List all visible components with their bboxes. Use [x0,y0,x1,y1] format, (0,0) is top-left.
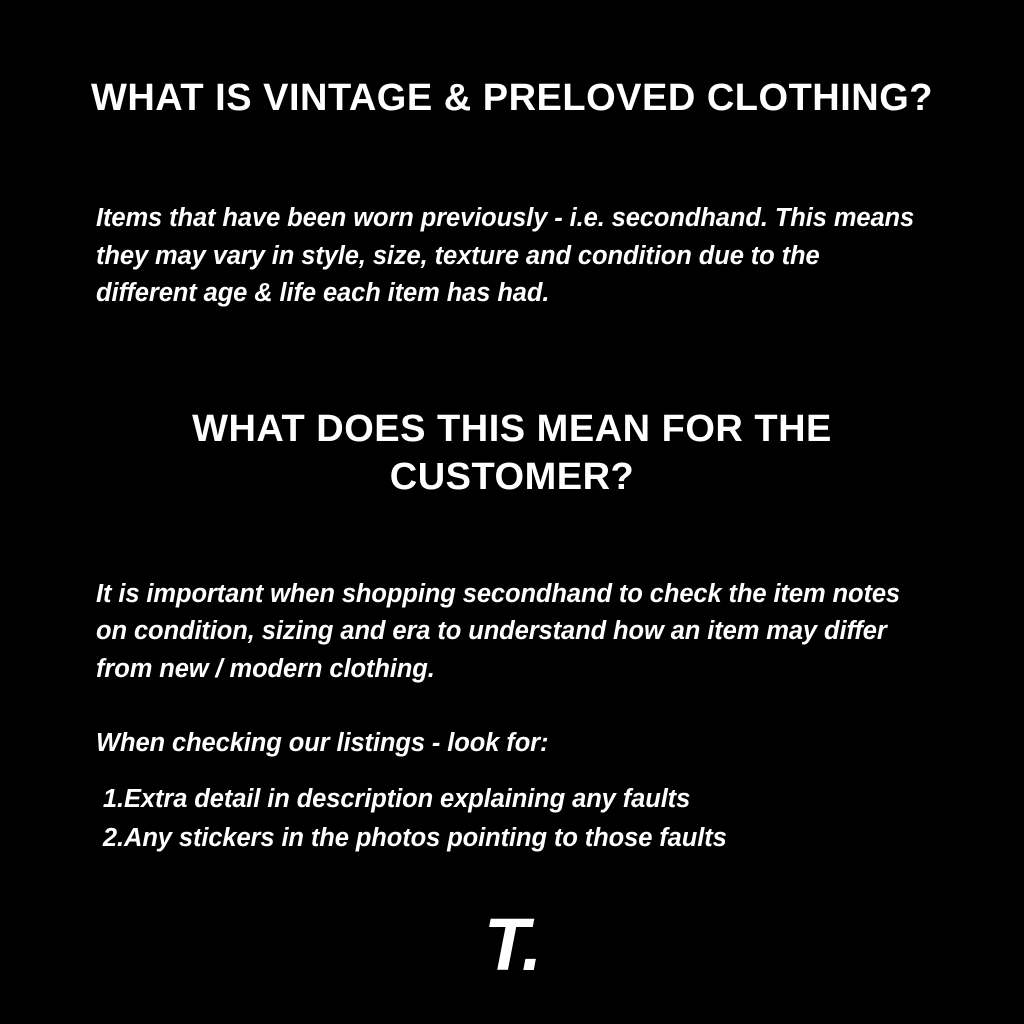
t-period-logo-icon: T. [483,903,541,986]
list-item-number: 2. [102,823,124,852]
guidance-paragraph: It is important when shopping secondhand to check the item notes on condition, sizing and era to understand how an item may differ from new / modern clothing. [96,579,901,683]
page-title: WHAT IS VINTAGE & PRELOVED CLOTHING? [90,77,934,119]
list-item-label: Any stickers in the photos pointing to those faults [124,823,727,852]
list-item [0,780,1024,818]
lead-in-paragraph: When checking our listings - look for: [96,728,549,757]
list-item-number: 1. [102,785,124,814]
definition-paragraph: Items that have been worn previously - i.e. secondhand. This means they may vary in style, size, texture and condition due to the different age & life each item has had. [96,203,915,308]
list-item [0,819,1024,857]
brand-logo [0,903,1024,986]
list-item-label: Extra detail in description explaining any faults [124,785,691,814]
section-title-customer: WHAT DOES THIS MEAN FOR THE CUSTOMER? [192,408,832,499]
checklist [0,762,1024,857]
